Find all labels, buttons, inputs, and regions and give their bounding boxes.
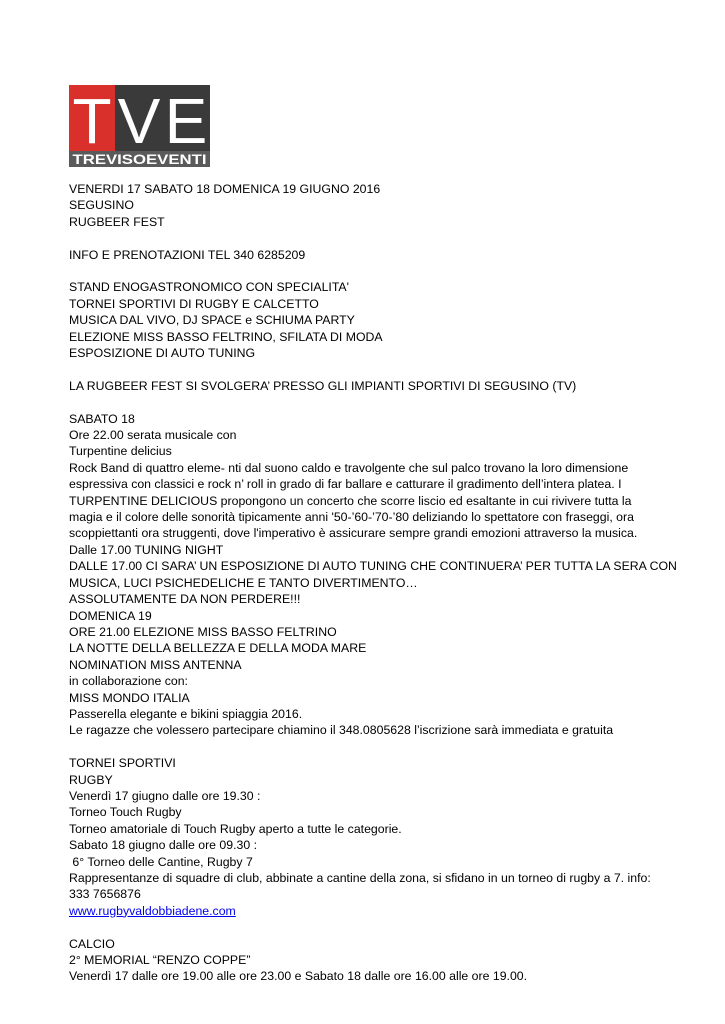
tve-logo — [69, 85, 210, 167]
feature-item: ESPOSIZIONE DI AUTO TUNING — [69, 346, 256, 361]
sabato-line: Turpentine delicius — [69, 444, 172, 459]
domenica-line: Le ragazze che volessero partecipare chiamino il 348.0805628 l’iscrizione sarà immediata e gratuita — [69, 723, 614, 738]
tornei-heading: TORNEI SPORTIVI — [69, 756, 176, 771]
sabato-line: ASSOLUTAMENTE DA NON PERDERE!!! — [69, 592, 301, 607]
features-list — [69, 279, 669, 361]
sabato-line: Dalle 17.00 TUNING NIGHT — [69, 542, 224, 557]
tornei-section — [69, 755, 669, 919]
event-title: RUGBEER FEST — [69, 214, 165, 229]
sabato-line: Ore 22.00 serata musicale con — [69, 428, 237, 443]
tornei-line: 333 7656876 — [69, 887, 141, 902]
sabato-line: DALLE 17.00 CI SARA’ UN ESPOSIZIONE DI AUTO TUNING CHE CONTINUERA’ PER TUTTA LA SERA CON — [69, 559, 677, 574]
sabato-line: TURPENTINE DELICIOUS propongono un concerto che scorre liscio ed esaltante in cui rivivere tutta la — [69, 493, 632, 508]
sabato-section — [69, 411, 677, 608]
feature-item: MUSICA DAL VIVO, DJ SPACE e SCHIUMA PARTY — [69, 313, 355, 328]
tornei-line: RUGBY — [69, 772, 113, 787]
sabato-line: scoppiettanti ora struggenti, dove l'imperativo è assicurare sempre grandi emozioni attraverso la musica. — [69, 526, 638, 541]
feature-item: STAND ENOGASTRONOMICO CON SPECIALITA' — [69, 280, 349, 295]
tornei-line: Venerdì 17 giugno dalle ore 19.30 : — [69, 788, 261, 803]
domenica-line: in collaborazione con: — [69, 674, 188, 689]
event-place: SEGUSINO — [69, 198, 134, 213]
logo-subtitle: TREVISOEVENTI — [72, 151, 207, 167]
sabato-line: magia e il colore delle sonorità tipicamente anni '50-’60-’70-’80 deliziando lo spettatore con fraseggi, ora — [69, 510, 634, 525]
sabato-line: MUSICA, LUCI PSICHEDELICHE E TANTO DIVERTIMENTO… — [69, 575, 418, 590]
calcio-line: 2° MEMORIAL “RENZO COPPE” — [69, 953, 251, 967]
tornei-line: Sabato 18 giugno dalle ore 09.30 : — [69, 838, 258, 853]
domenica-section — [69, 608, 669, 739]
location-text: LA RUGBEER FEST SI SVOLGERA’ PRESSO GLI IMPIANTI SPORTIVI DI SEGUSINO (TV) — [69, 378, 577, 393]
calcio-heading: CALCIO — [69, 936, 115, 951]
sabato-line: Rock Band di quattro eleme- nti dal suono caldo e travolgente che sul palco trovano la loro dimensione — [69, 460, 629, 475]
feature-item: ELEZIONE MISS BASSO FELTRINO, SFILATA DI MODA — [69, 329, 383, 344]
logo-letter-t: T — [72, 85, 112, 157]
tornei-line: Torneo Touch Rugby — [69, 805, 182, 820]
rugby-website-link[interactable]: www.rugbyvaldobbiadene.com — [69, 903, 236, 918]
logo-letter-v: V — [117, 85, 161, 157]
tornei-line: 6° Torneo delle Cantine, Rugby 7 — [69, 854, 253, 869]
domenica-line: NOMINATION MISS ANTENNA — [69, 657, 242, 672]
calcio-line: Venerdì 17 dalle ore 19.00 alle ore 23.00 e Sabato 18 dalle ore 16.00 alle ore 19.00. — [69, 969, 528, 984]
domenica-line: Passerella elegante e bikini spiaggia 2016. — [69, 706, 303, 721]
logo-letter-e: E — [164, 85, 208, 157]
domenica-heading: DOMENICA 19 — [69, 608, 152, 623]
sabato-line: espressiva con classici e rock n’ roll in grado di far ballare e catturare il gradimento dell’intera platea. I — [69, 477, 622, 492]
tornei-line: Rappresentanze di squadre di club, abbinate a cantine della zona, si sfidano in un torneo di rugby a 7. info: — [69, 870, 651, 885]
sabato-heading: SABATO 18 — [69, 411, 135, 426]
domenica-line: MISS MONDO ITALIA — [69, 690, 190, 705]
document-body — [69, 181, 677, 985]
domenica-line: LA NOTTE DELLA BELLEZZA E DELLA MODA MARE — [69, 641, 367, 656]
calcio-section — [69, 936, 669, 985]
domenica-line: ORE 21.00 ELEZIONE MISS BASSO FELTRINO — [69, 624, 337, 639]
event-dates: VENERDI 17 SABATO 18 DOMENICA 19 GIUGNO 2016 — [69, 182, 381, 196]
info-phone: INFO E PRENOTAZIONI TEL 340 6285209 — [69, 247, 306, 262]
tornei-line: Torneo amatoriale di Touch Rugby aperto a tutte le categorie. — [69, 821, 402, 836]
feature-item: TORNEI SPORTIVI DI RUGBY E CALCETTO — [69, 296, 319, 311]
